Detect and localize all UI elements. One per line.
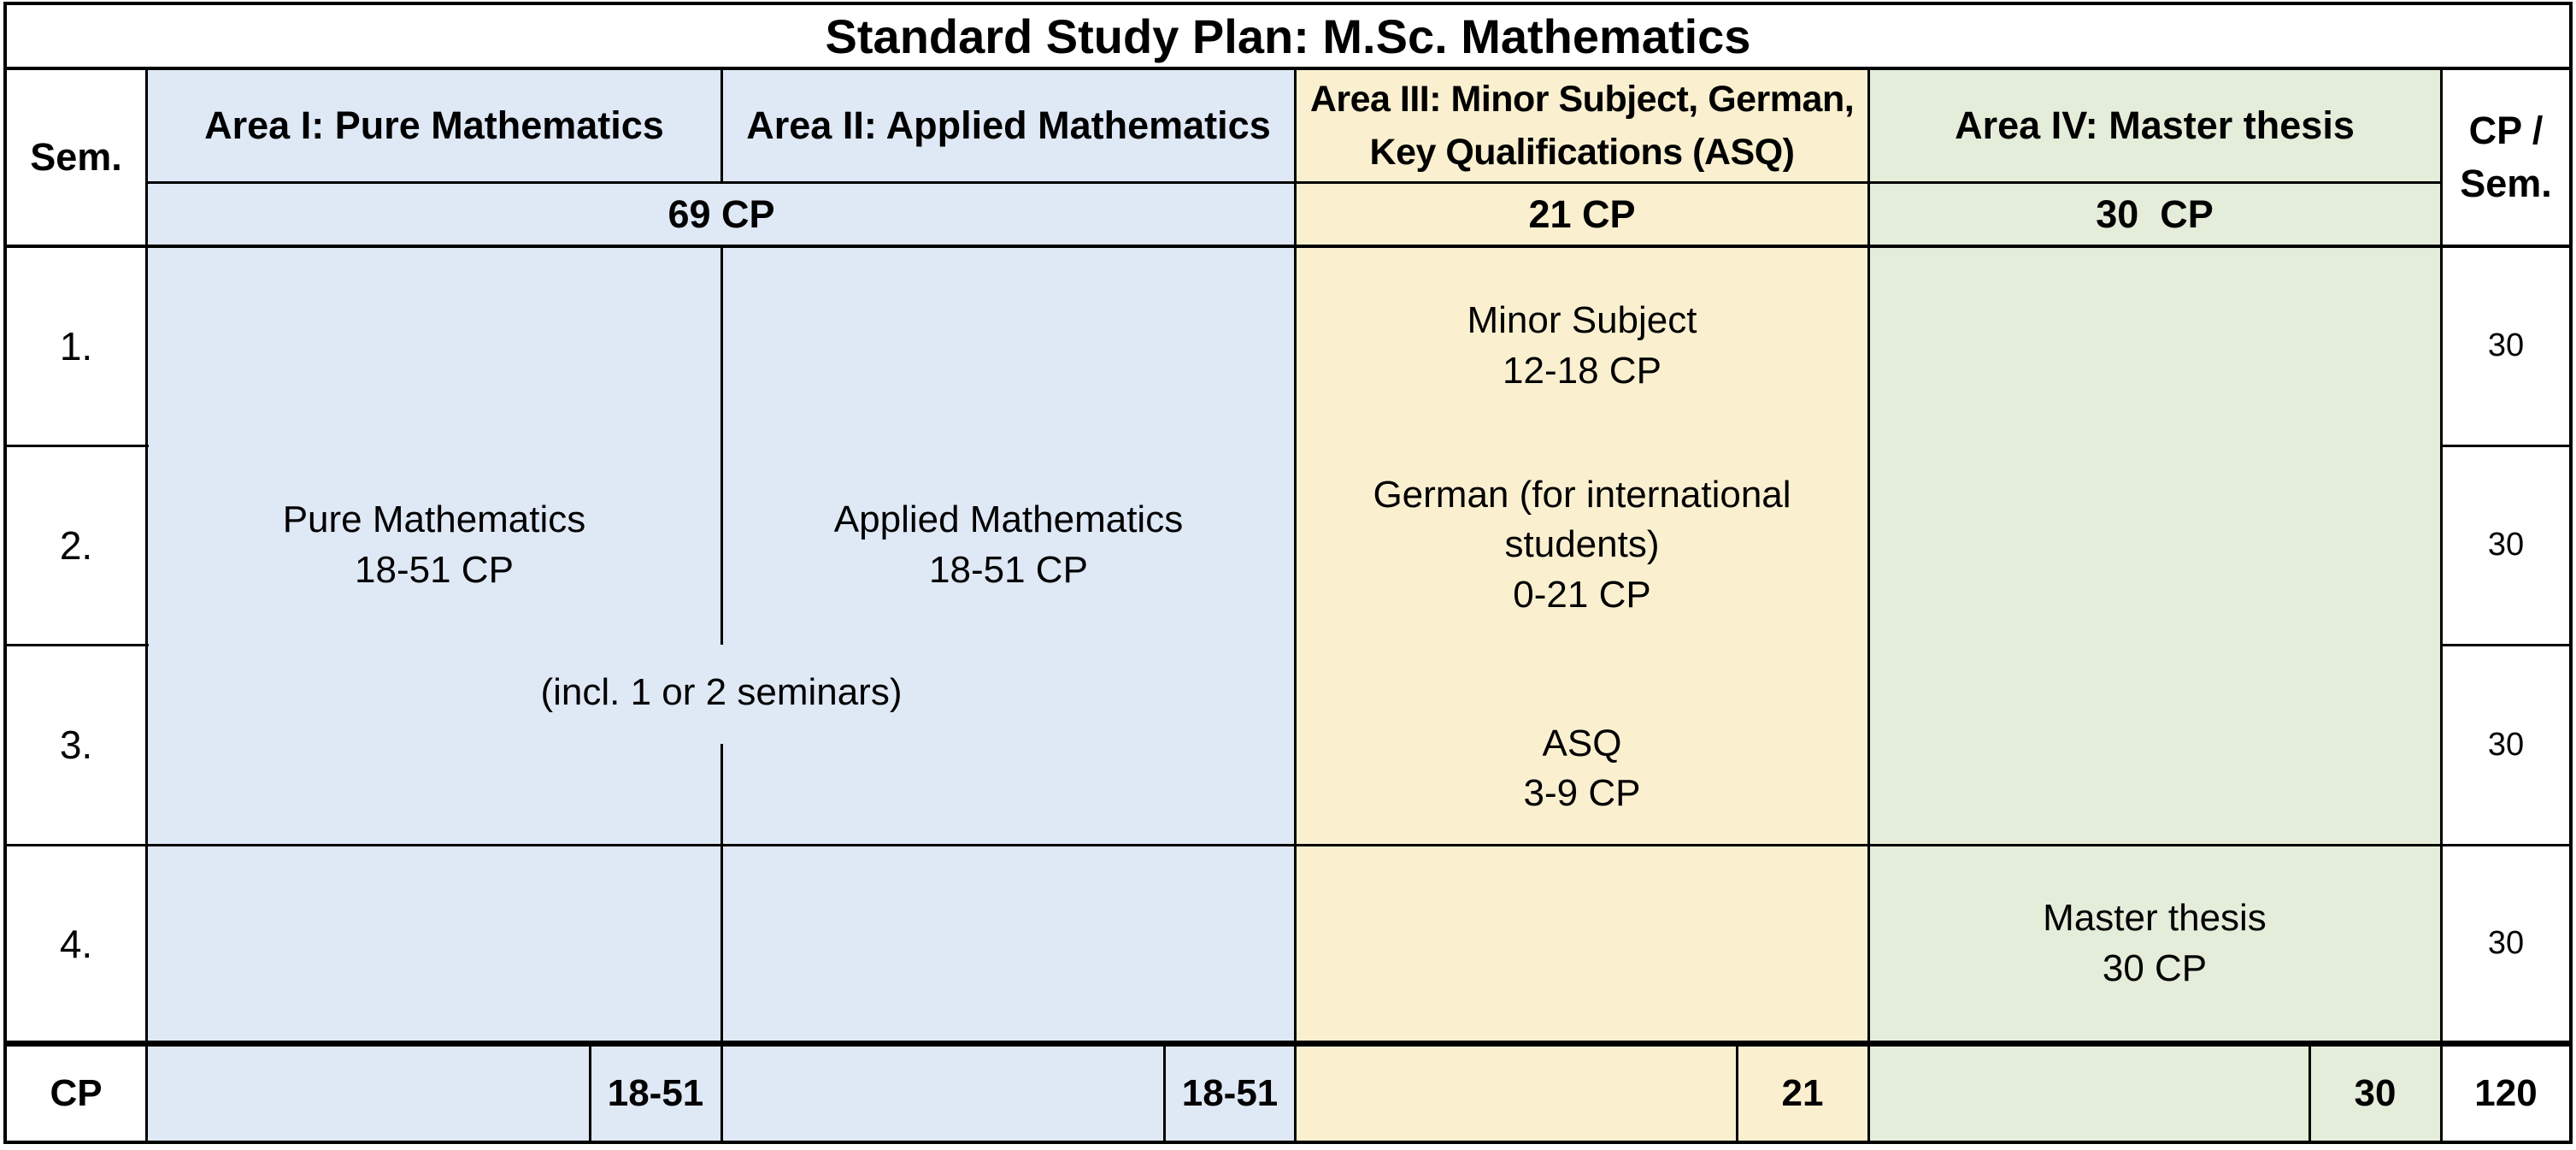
applied-math-block <box>721 445 1296 645</box>
minor-subject-cp: 12-18 CP <box>1503 349 1661 392</box>
grid-line <box>3 2 2573 5</box>
totals-area4: 30 <box>2354 1072 2397 1114</box>
pure-math-block <box>147 445 721 645</box>
german-cp: 0-21 CP <box>1513 573 1651 616</box>
grid-line <box>3 245 2573 248</box>
applied-math-cp: 18-51 CP <box>929 548 1088 591</box>
applied-math-name: Applied Mathematics <box>833 498 1184 541</box>
grid-line <box>1867 68 1870 1144</box>
grid-line <box>720 246 723 645</box>
header-area2: Area II: Applied Mathematics <box>746 103 1271 147</box>
semester-2-cp: 30 <box>2487 527 2525 563</box>
grid-line <box>720 744 723 1144</box>
master-thesis-name: Master thesis <box>2043 897 2267 940</box>
grid-line <box>720 68 723 183</box>
totals-area2: 18-51 <box>1181 1072 1279 1114</box>
header-area3: Area III: Minor Subject, German, Key Qualifications (ASQ) <box>1309 78 1855 173</box>
pure-math-cp: 18-51 CP <box>355 548 514 591</box>
seminars-note: (incl. 1 or 2 seminars) <box>540 670 903 713</box>
grid-line <box>145 68 148 1144</box>
asq-block <box>1296 645 1868 893</box>
master-thesis-block <box>1868 845 2441 1042</box>
totals-total: 120 <box>2474 1072 2538 1114</box>
asq-name: ASQ <box>1542 722 1622 764</box>
semester-1-label: 1. <box>59 323 93 369</box>
totals-area3: 21 <box>1781 1072 1824 1114</box>
semester-1-cp: 30 <box>2487 327 2525 363</box>
grid-line <box>1736 1046 1738 1141</box>
grid-line <box>3 2 7 1144</box>
page-title: Standard Study Plan: M.Sc. Mathematics <box>825 9 1751 63</box>
semester-2-label: 2. <box>59 522 93 568</box>
asq-cp: 3-9 CP <box>1523 772 1641 814</box>
cp-area12: 69 CP <box>668 192 775 236</box>
german-block <box>1296 445 1868 645</box>
totals-label: CP <box>50 1072 103 1114</box>
grid-line <box>1294 68 1297 1144</box>
grid-line <box>2441 445 2573 447</box>
minor-subject-name: Minor Subject <box>1467 299 1697 342</box>
grid-line <box>3 844 2573 846</box>
semester-3-cp: 30 <box>2487 726 2525 763</box>
grid-line <box>3 1141 2573 1144</box>
header-sem: Sem. <box>30 134 122 179</box>
grid-line <box>2308 1046 2311 1141</box>
grid-line <box>3 644 149 646</box>
grid-line <box>589 1046 591 1141</box>
totals-area1: 18-51 <box>607 1072 704 1114</box>
header-area1: Area I: Pure Mathematics <box>204 103 664 147</box>
grid-line <box>1163 1046 1166 1141</box>
header-cp-per-sem: CP / Sem. <box>2460 108 2552 205</box>
minor-subject-block <box>1296 246 1868 445</box>
grid-line <box>3 445 149 447</box>
cp-area4: 30 CP <box>2096 192 2214 236</box>
semester-4-label: 4. <box>59 921 93 966</box>
semester-3-label: 3. <box>59 722 93 767</box>
grid-line <box>2569 2 2573 1144</box>
grid-line <box>2440 68 2443 1144</box>
cp-area3: 21 CP <box>1528 192 1636 236</box>
master-thesis-cp: 30 CP <box>2102 947 2208 989</box>
grid-line <box>3 1041 2573 1047</box>
semester-4-cp: 30 <box>2487 925 2525 961</box>
grid-line <box>2441 644 2573 646</box>
pure-math-name: Pure Mathematics <box>282 498 586 541</box>
grid-line <box>3 67 2573 70</box>
header-area4: Area IV: Master thesis <box>1955 103 2355 147</box>
german-name: German (for international students) <box>1373 474 1791 566</box>
